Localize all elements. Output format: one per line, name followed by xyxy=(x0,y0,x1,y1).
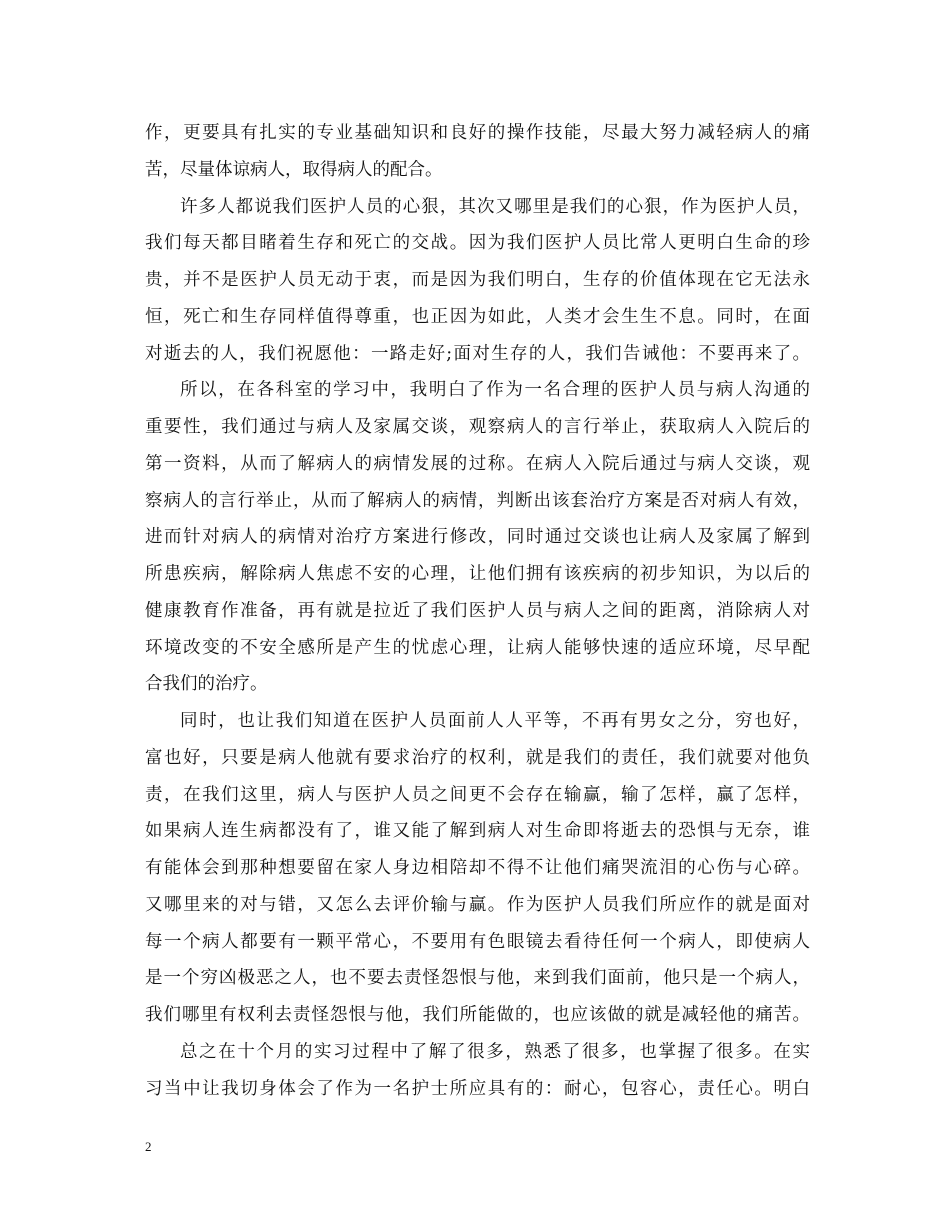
text-line: 又哪里来的对与错，又怎么去评价输与赢。作为医护人员我们所应作的就是面对 xyxy=(145,894,810,915)
text-line: 如果病人连生病都没有了，谁又能了解到病人对生命即将逝去的恐惧与无奈，谁 xyxy=(145,821,810,842)
text-line: 恒，死亡和生存同样值得尊重，也正因为如此，人类才会生生不息。同时，在面 xyxy=(145,306,810,327)
text-line: 第一资料，从而了解病人的病情发展的过称。在病人入院后通过与病人交谈，观 xyxy=(145,453,810,474)
text-line: 我们每天都目睹着生存和死亡的交战。因为我们医护人员比常人更明白生命的珍 xyxy=(145,233,810,254)
paragraph-start-line: 同时，也让我们知道在医护人员面前人人平等，不再有男女之分，穷也好， xyxy=(180,711,810,731)
text-line: 所患疾病，解除病人焦虑不安的心理，让他们拥有该疾病的初步知识，为以后的 xyxy=(145,564,810,584)
text-line: 作，更要具有扎实的专业基础知识和良好的操作技能，尽最大努力减轻病人的痛 xyxy=(145,123,810,143)
body-text xyxy=(145,118,810,1110)
page-number: 2 xyxy=(145,1139,152,1154)
text-line: 苦，尽量体谅病人，取得病人的配合。 xyxy=(145,159,443,180)
text-line: 是一个穷凶极恶之人，也不要去责怪怨恨与他，来到我们面前，他只是一个病人， xyxy=(145,968,810,989)
text-line: 责，在我们这里，病人与医护人员之间更不会存在输赢，输了怎样，赢了怎样， xyxy=(145,784,810,805)
text-line: 进而针对病人的病情对治疗方案进行修改，同时通过交谈也让病人及家属了解到 xyxy=(145,527,810,548)
text-line: 健康教育作准备，再有就是拉近了我们医护人员与病人之间的距离，消除病人对 xyxy=(145,600,810,621)
text-line: 每一个病人都要有一颗平常心，不要用有色眼镜去看待任何一个病人，即使病人 xyxy=(145,931,810,952)
paragraph-start-line: 许多人都说我们医护人员的心狠，其次又哪里是我们的心狠，作为医护人员， xyxy=(180,196,810,217)
text-line: 重要性，我们通过与病人及家属交谈，观察病人的言行举止，获取病人入院后的 xyxy=(145,417,810,437)
paragraph-start-line: 所以，在各科室的学习中，我明白了作为一名合理的医护人员与病人沟通的 xyxy=(180,380,810,401)
text-line: 我们哪里有权利去责怪怨恨与他，我们所能做的，也应该做的就是减轻他的痛苦。 xyxy=(145,1005,810,1025)
text-line: 环境改变的不安全感所是产生的忧虑心理，让病人能够快速的适应环境，尽早配 xyxy=(145,637,810,658)
text-line: 富也好，只要是病人他就有要求治疗的权利，就是我们的责任，我们就要对他负 xyxy=(145,747,810,768)
text-line: 有能体会到那种想要留在家人身边相陪却不得不让他们痛哭流泪的心伤与心碎。 xyxy=(145,858,810,878)
text-line: 习当中让我切身体会了作为一名护士所应具有的：耐心，包容心，责任心。明白 xyxy=(145,1078,810,1099)
paragraph-start-line: 总之在十个月的实习过程中了解了很多，熟悉了很多，也掌握了很多。在实 xyxy=(180,1041,810,1062)
text-line: 合我们的治疗。 xyxy=(145,674,268,695)
text-line: 贵，并不是医护人员无动于衷，而是因为我们明白，生存的价值体现在它无法永 xyxy=(145,270,810,290)
text-line: 对逝去的人，我们祝愿他：一路走好;面对生存的人，我们告诫他：不要再来了。 xyxy=(145,343,810,364)
text-line: 察病人的言行举止，从而了解病人的病情，判断出该套治疗方案是否对病人有效， xyxy=(145,490,810,511)
